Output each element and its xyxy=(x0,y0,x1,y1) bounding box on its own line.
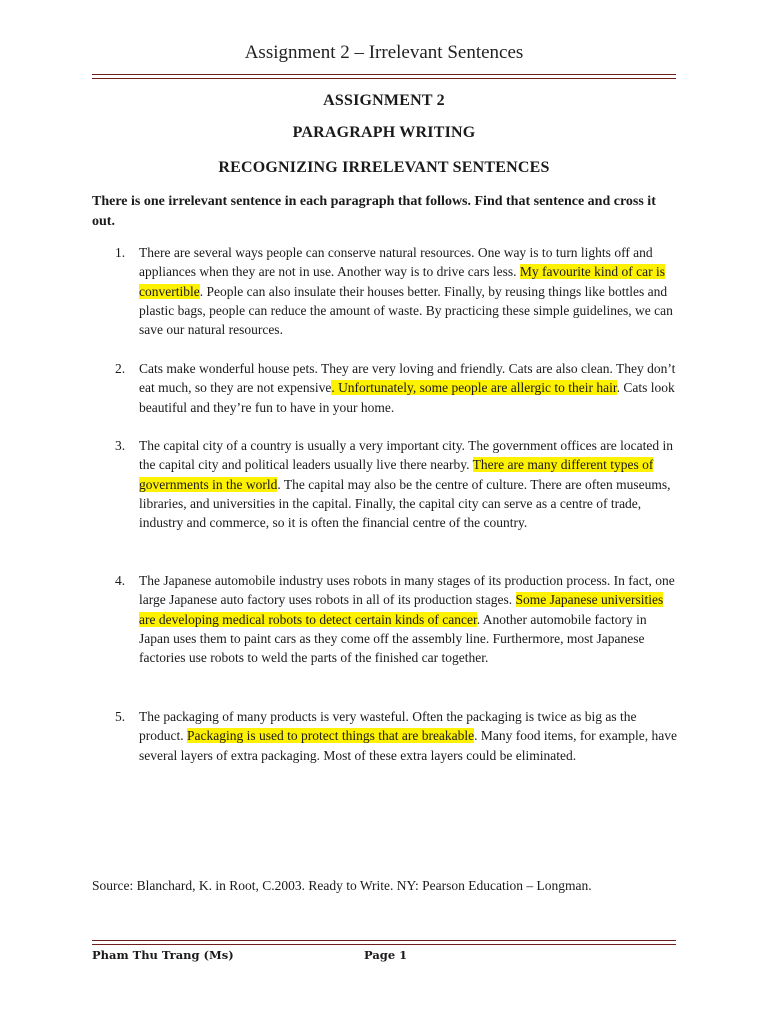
paragraph-text: Cats make wonderful house pets. They are very loving and friendly. Cats are also clean. They don’t eat much, so they are not expensive. Unfortunately, some people are allergic to their hair. Cats look beautiful and they’re fun to have in your home. xyxy=(139,361,676,415)
source-citation: Source: Blanchard, K. in Root, C.2003. Ready to Write. NY: Pearson Education – Longman. xyxy=(92,878,592,893)
paragraph-text: There are several ways people can conserve natural resources. One way is to turn lights off and appliances when they are not in use. Another way is to drive cars less. My favourite kind of car is convertible. People can also insulate their houses better. Finally, by reusing things like bottles and plastic bags, people can reduce the amount of waste. By practicing these simple guidelines, we can save our natural resources. xyxy=(139,245,673,338)
heading-assignment: ASSIGNMENT 2 xyxy=(323,92,445,109)
paragraph-number: 5. xyxy=(115,709,126,724)
paragraph-4 xyxy=(115,571,677,667)
footer-rule-top xyxy=(92,940,676,941)
paragraph-number: 2. xyxy=(115,361,126,376)
paragraph-5 xyxy=(115,707,677,765)
irrelevant-sentence-highlight: My favourite kind of car is convertible xyxy=(139,264,665,299)
heading-recognizing: RECOGNIZING IRRELEVANT SENTENCES xyxy=(218,159,550,176)
header-rule-top xyxy=(92,74,676,75)
heading-paragraph-writing: PARAGRAPH WRITING xyxy=(292,124,476,141)
irrelevant-sentence-highlight: Some Japanese universities are developing medical robots to detect certain kinds of cancer xyxy=(139,592,664,627)
header-rule-bottom xyxy=(92,78,676,79)
footer-rule-bottom xyxy=(92,944,676,945)
paragraph-1 xyxy=(115,243,677,339)
irrelevant-sentence-highlight: There are many different types of governments in the world xyxy=(139,457,654,492)
paragraph-3 xyxy=(115,436,677,532)
paragraph-text: The packaging of many products is very wasteful. Often the packaging is twice as big as the product. Packaging is used to protect things that are breakable. Many food items, for example, have several layers of extra packaging. Most of these extra layers could be eliminated. xyxy=(139,709,677,763)
footer-page-number: Page 1 xyxy=(364,948,408,962)
header-title: Assignment 2 – Irrelevant Sentences xyxy=(244,42,524,63)
paragraph-text: The capital city of a country is usually a very important city. The government offices are located in the capital city and political leaders usually live there nearby. There are many different types of governments in the world. The capital may also be the centre of culture. There are often museums, libraries, and universities in the capital. Finally, the capital city can serve as a centre of trade, industry and commerce, so it is often the financial centre of the country. xyxy=(139,438,673,531)
instructions: There is one irrelevant sentence in each paragraph that follows. Find that sentence and cross it out. xyxy=(92,194,656,229)
paragraph-number: 4. xyxy=(115,573,126,588)
paragraph-2 xyxy=(115,359,677,417)
paragraph-text: The Japanese automobile industry uses robots in many stages of its production process. In fact, one large Japanese auto factory uses robots in all of its production stages. Some Japanese universities are developing medical robots to detect certain kinds of cancer. Another automobile factory in Japan uses them to paint cars as they come off the assembly line. Furthermore, most Japanese factories use robots to weld the parts of the finished car together. xyxy=(139,573,675,666)
irrelevant-sentence-highlight: . Unfortunately, some people are allergic to their hair xyxy=(331,380,617,396)
footer-author: Pham Thu Trang (Ms) xyxy=(92,948,234,962)
paragraph-number: 1. xyxy=(115,245,126,260)
paragraph-number: 3. xyxy=(115,438,126,453)
irrelevant-sentence-highlight: Packaging is used to protect things that are breakable xyxy=(187,728,475,744)
